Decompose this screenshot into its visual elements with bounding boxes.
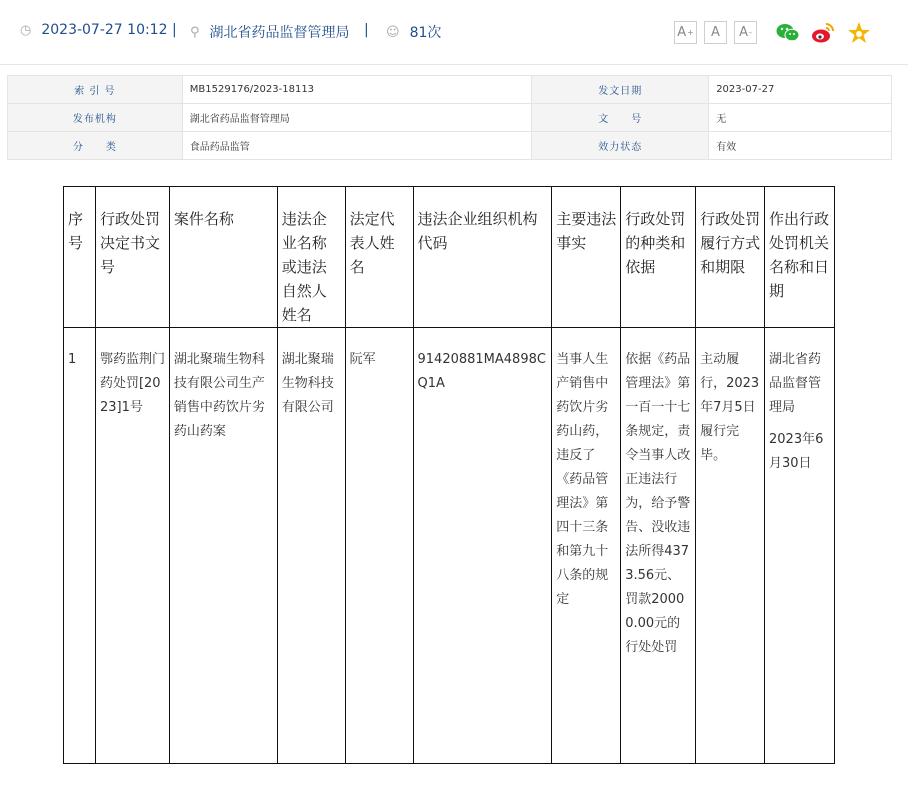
info-row (8, 76, 892, 104)
organization-icon: ⚲ (190, 24, 200, 40)
cell-doc-number: 鄂药监荆门药处罚[2023]1号 (95, 328, 169, 764)
authority-name: 湖北省药品监督管理局 (769, 352, 822, 415)
font-reset-button[interactable]: A (704, 21, 727, 44)
cell-no: 1 (64, 328, 96, 764)
cell-legal-rep: 阮军 (345, 328, 413, 764)
column-header: 主要违法事实 (552, 187, 621, 328)
meta-separator: | (172, 22, 177, 38)
column-header: 行政处罚的种类和依据 (621, 187, 696, 328)
publisher: ⚲ 湖北省药品监督管理局 (190, 24, 350, 41)
font-increase-button[interactable]: A + (674, 21, 697, 44)
info-label: 文 号 (532, 104, 709, 132)
info-value: 有效 (709, 132, 892, 160)
info-value: 无 (709, 104, 892, 132)
document-info-table (7, 75, 892, 160)
publish-datetime: ◷ 2023-07-27 10:12 (20, 22, 168, 38)
user-icon: ☺ (386, 24, 400, 40)
weibo-icon[interactable] (810, 20, 836, 46)
column-header: 法定代表人姓名 (345, 187, 413, 328)
info-row (8, 132, 892, 160)
info-value: MB1529176/2023-18113 (182, 76, 532, 104)
article-meta-bar (0, 0, 908, 65)
info-label: 分 类 (8, 132, 183, 160)
cell-performance: 主动履行，2023年7月5日履行完毕。 (696, 328, 765, 764)
info-label: 发布机构 (8, 104, 183, 132)
column-header: 案件名称 (169, 187, 277, 328)
table-row (64, 328, 835, 764)
info-value: 湖北省药品监督管理局 (182, 104, 532, 132)
cell-case-name: 湖北聚瑞生物科技有限公司生产销售中药饮片劣药山药案 (169, 328, 277, 764)
meta-separator: | (364, 22, 369, 38)
column-header: 作出行政处罚机关名称和日期 (765, 187, 835, 328)
cell-org-code: 91420881MA4898CQ1A (413, 328, 552, 764)
column-header: 行政处罚履行方式和期限 (696, 187, 765, 328)
table-header-row (64, 187, 835, 328)
cell-authority (765, 328, 835, 764)
view-count: ☺ 81次 (386, 24, 442, 41)
column-header: 序号 (64, 187, 96, 328)
wechat-icon[interactable] (775, 20, 801, 46)
clock-icon: ◷ (20, 22, 32, 38)
penalty-table (63, 186, 835, 764)
info-value: 食品药品监管 (182, 132, 532, 160)
favorite-star-icon[interactable] (846, 20, 872, 46)
column-header: 违法企业名称或违法自然人姓名 (277, 187, 345, 328)
info-label: 索 引 号 (8, 76, 183, 104)
info-row (8, 104, 892, 132)
info-label: 效力状态 (532, 132, 709, 160)
decision-date: 2023年6月30日 (769, 432, 824, 471)
column-header: 行政处罚决定书文号 (95, 187, 169, 328)
cell-penalty: 依据《药品管理法》第一百一十七条规定，责令当事人改正违法行为，给予警告、没收违法所得4373.56元、罚款20000.00元的行处处罚 (621, 328, 696, 764)
info-value: 2023-07-27 (709, 76, 892, 104)
cell-company: 湖北聚瑞生物科技有限公司 (277, 328, 345, 764)
cell-violation-fact: 当事人生产销售中药饮片劣药山药，违反了《药品管理法》第四十三条和第九十八条的规定 (552, 328, 621, 764)
font-decrease-button[interactable]: A - (734, 21, 757, 44)
column-header: 违法企业组织机构代码 (413, 187, 552, 328)
info-label: 发文日期 (532, 76, 709, 104)
